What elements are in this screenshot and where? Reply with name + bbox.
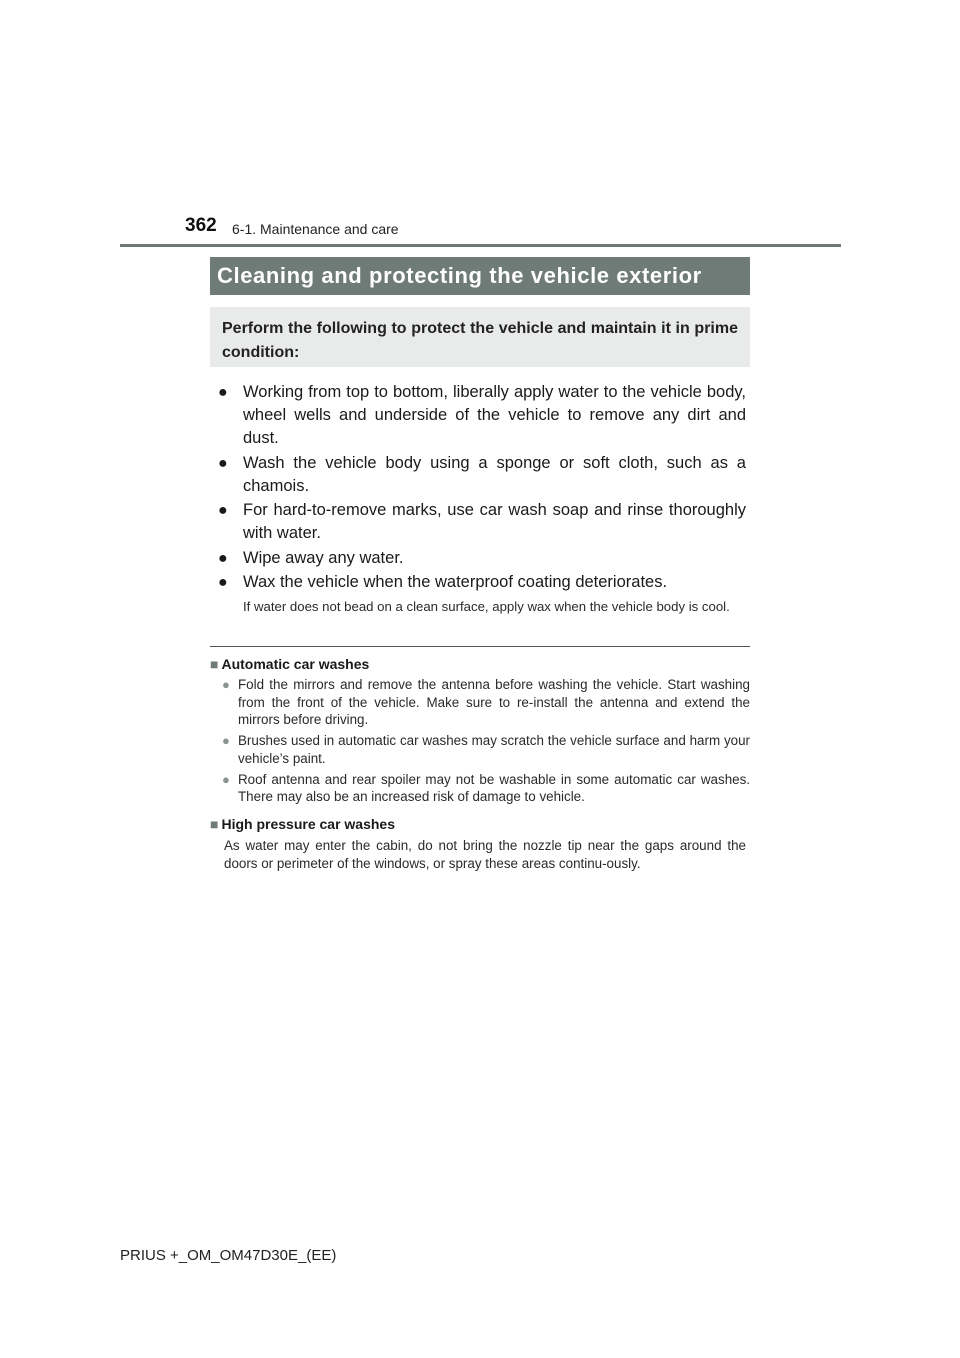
list-item <box>218 571 746 594</box>
bullet-icon: ● <box>218 502 228 519</box>
step-text: For hard-to-remove marks, use car wash soap and rinse thoroughly with water. <box>243 501 746 542</box>
step-text: Wax the vehicle when the waterproof coating deteriorates. <box>243 573 668 591</box>
section-header: 6-1. Maintenance and care <box>232 221 399 237</box>
step-text: Wipe away any water. <box>243 548 404 567</box>
header-divider <box>120 244 841 247</box>
intro-text: Perform the following to protect the vehicle and maintain it in prime condition: <box>222 320 738 361</box>
high-pressure-car-washes-heading <box>210 815 395 833</box>
bullet-icon: ● <box>218 574 228 591</box>
automatic-car-washes-heading <box>210 655 369 673</box>
bullet-icon: ● <box>218 454 228 472</box>
page-number: 362 <box>185 215 217 236</box>
footer-model-code: PRIUS +_OM_OM47D30E_(EE) <box>120 1247 337 1264</box>
list-item <box>218 452 746 498</box>
list-item <box>218 381 746 450</box>
square-bullet-icon: ■ <box>210 656 219 672</box>
notes-divider <box>210 646 750 647</box>
bullet-icon: ● <box>222 733 230 748</box>
note-text: Roof antenna and rear spoiler may not be washable in some automatic car washes. There may also be an increased risk of damage to vehicle. <box>238 771 750 804</box>
step-text: Wash the vehicle body using a sponge or soft cloth, such as a chamois. <box>243 453 746 495</box>
automatic-car-washes-list <box>222 676 750 809</box>
bullet-icon: ● <box>222 771 230 787</box>
intro-box <box>210 307 750 367</box>
note-text: Fold the mirrors and remove the antenna before washing the vehicle. Start washing from the front of the vehicle. Make sure to re-install the antenna and extend the mirrors before driving. <box>238 677 750 727</box>
page-title: Cleaning and protecting the vehicle exterior <box>210 257 750 295</box>
note-text: Brushes used in automatic car washes may scratch the vehicle surface and harm your vehicle’s paint. <box>238 733 750 766</box>
step-text: Working from top to bottom, liberally apply water to the vehicle body, wheel wells and underside of the vehicle to remove any dirt and dust. <box>243 383 746 447</box>
automatic-title: Automatic car washes <box>221 656 370 672</box>
bullet-icon: ● <box>218 384 228 401</box>
steps-list <box>218 381 746 596</box>
list-item <box>222 676 750 729</box>
list-item <box>222 771 750 806</box>
high-pressure-text: As water may enter the cabin, do not bring the nozzle tip near the gaps around the doors or perimeter of the windows, or spray these areas continu-ously. <box>224 838 746 871</box>
bullet-icon: ● <box>218 549 228 567</box>
list-item <box>222 732 750 767</box>
high-pressure-title: High pressure car washes <box>221 816 395 832</box>
square-bullet-icon: ■ <box>210 816 219 832</box>
list-item <box>218 499 746 545</box>
bullet-icon: ● <box>222 677 230 692</box>
wax-note: If water does not bead on a clean surface, apply wax when the vehicle body is cool. <box>243 599 730 614</box>
list-item <box>218 547 746 570</box>
